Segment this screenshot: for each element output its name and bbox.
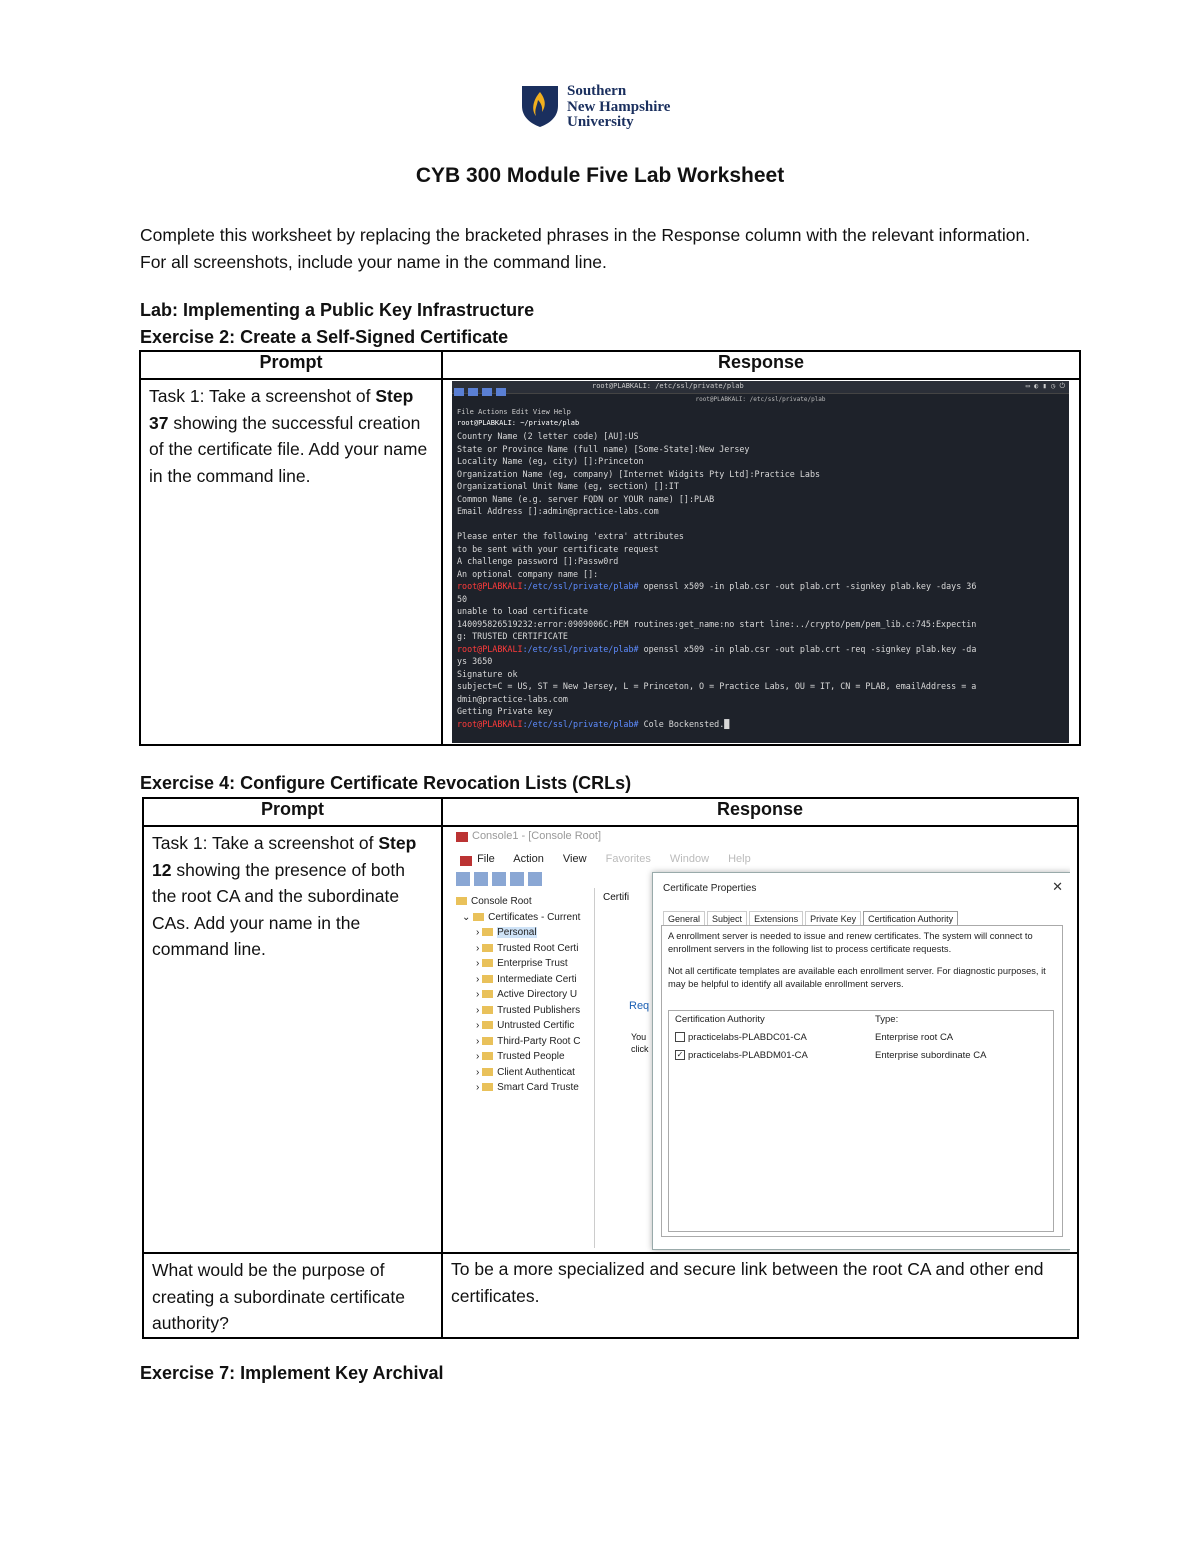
ca-row[interactable]: practicelabs-PLABDC01-CA Enterprise root CA <box>669 1029 1053 1047</box>
exercise7-heading: Exercise 7: Implement Key Archival <box>140 1363 444 1383</box>
logo-line-3: University <box>567 114 634 130</box>
folder-icon <box>482 1021 493 1029</box>
menu-favorites[interactable]: Favorites <box>605 853 651 865</box>
folder-icon <box>482 1083 493 1091</box>
snhu-logo <box>520 84 690 132</box>
mmc-screenshot-cell <box>442 826 1078 1253</box>
logo-wordmark <box>567 84 670 131</box>
folder-icon <box>482 1052 493 1060</box>
dialog-paragraph-2: Not all certificate templates are available each enrollment server. For diagnostic purposes, it may be helpful to identify all available enrollment servers. <box>668 966 1046 989</box>
tree-item[interactable]: ⌄ Certificates - Current <box>462 911 581 923</box>
mid-label: Req <box>629 1000 650 1012</box>
forward-icon[interactable] <box>474 872 488 886</box>
back-icon[interactable] <box>456 872 470 886</box>
shield-flame-icon <box>520 84 560 128</box>
browser-icon <box>482 388 492 396</box>
ca-row[interactable]: ✓ practicelabs-PLABDM01-CA Enterprise subordinate CA <box>676 1050 987 1061</box>
terminal-tab: root@PLABKALI: ~/private/plab <box>457 419 580 427</box>
menu-window[interactable]: Window <box>669 853 710 865</box>
show-tree-icon[interactable] <box>492 872 506 886</box>
checkbox-unchecked[interactable] <box>675 1032 685 1042</box>
lab-heading: Lab: Implementing a Public Key Infrastructure <box>140 300 535 320</box>
task-step: Step 12 <box>152 833 417 880</box>
help-icon[interactable] <box>528 872 542 886</box>
task-prompt-cell <box>140 379 442 745</box>
menu-action[interactable]: Action <box>513 853 544 865</box>
tree-item[interactable]: Console Root <box>456 894 580 910</box>
close-icon[interactable]: ✕ <box>1052 879 1063 894</box>
ca-list <box>668 1010 1054 1232</box>
exercise4-table <box>142 797 1079 1339</box>
folder-icon <box>482 1006 493 1014</box>
logo-line-2: New Hampshire <box>567 98 671 115</box>
task-prefix: Task 1: Take a screenshot of <box>152 833 379 853</box>
tree-item[interactable]: › Enterprise Trust <box>476 958 568 969</box>
folder-icon <box>473 913 484 921</box>
terminal-output: Country Name (2 letter code) [AU]:US State or Province Name (full name) [Some-State]:New Jersey Locality Name (eg, city) []:Princeton Organization Name (eg, company) [Internet Widgits Pty Ltd]:Practice Labs Organizational Unit Name (eg, section) []:IT Common Name (e.g. server FQDN or YOUR name) []:PLAB Email Address []:admin@practice-labs.com Please enter the following 'extra' attributes to be sent with your certificate request A challenge password []:Passw0rd An optional company name []: root@PLABKALI:/etc/ssl/private/plab# openssl x509 -in plab.csr -out plab.crt -signkey plab.key -days 36 50 unable to load certificate 140095826519232:error:0909006C:PEM routines:get_name:no start line:../crypto/pem/pem_lib.c:745:Expectin g: TRUSTED CERTIFICATE root@PLABKALI:/etc/ssl/private/plab# openssl x509 -in plab.csr -out plab.crt -req -signkey plab.key -da ys 3650 Signature ok subject=C = US, ST = New Jersey, L = Princeton, O = Practice Labs, OU = IT, CN = PLAB, emailAddress = a dmin@practice-labs.com Getting Private key root@PLABKALI:/etc/ssl/private/plab# Cole Bockensted.█ <box>457 431 977 729</box>
kali-taskbar <box>452 381 1069 394</box>
response-header: Response <box>442 351 1080 379</box>
mmc-screenshot <box>452 828 1070 1252</box>
tree-item[interactable]: › Trusted Publishers <box>476 1004 581 1016</box>
menu-file[interactable]: File <box>477 853 495 865</box>
terminal-name-input[interactable]: Cole Bockensted. <box>638 718 725 729</box>
mmc-tree <box>456 894 580 1096</box>
document-title: CYB 300 Module Five Lab Worksheet <box>415 164 785 187</box>
terminal-window-title: root@PLABKALI: /etc/ssl/private/plab <box>695 396 826 403</box>
tab-certification-authority[interactable]: Certification Authority <box>863 911 958 926</box>
dialog-title: Certificate Properties <box>663 883 757 894</box>
terminal-screenshot <box>452 381 1069 743</box>
intro-paragraph: Complete this worksheet by replacing the bracketed phrases in the Response column with the relevant information. For all screenshots, include your name in the command line. <box>140 225 1031 272</box>
dialog-paragraph-1: A enrollment server is needed to issue and renew certificates. The system will connect to enrollment servers in the following list to process certificate requests. <box>668 931 1033 954</box>
tab-private-key[interactable]: Private Key <box>805 911 861 926</box>
terminal-screenshot-cell <box>442 379 1080 745</box>
tree-item[interactable]: › Trusted People <box>476 1051 565 1062</box>
menu-view[interactable]: View <box>562 853 587 865</box>
terminal-icon <box>496 388 506 396</box>
dialog-tabs <box>663 911 960 926</box>
col-type: Type: <box>875 1014 899 1025</box>
task-rest: showing the presence of both the root CA and the subordinate CAs. Add your name in the command line. <box>152 859 405 959</box>
folder-icon <box>482 928 493 936</box>
exercise4-heading: Exercise 4: Configure Certificate Revocation Lists (CRLs) <box>140 773 632 793</box>
prompt-header: Prompt <box>143 798 442 826</box>
files-icon <box>468 388 478 396</box>
ca-list-header <box>669 1011 1053 1029</box>
tree-item[interactable]: › Third-Party Root C <box>476 1035 581 1047</box>
checkbox-checked[interactable]: ✓ <box>676 1050 684 1060</box>
task-prompt-cell <box>143 826 442 1253</box>
tree-item[interactable]: › Untrusted Certific <box>476 1020 575 1031</box>
tree-item[interactable]: › Trusted Root Certi <box>476 942 579 954</box>
mmc-title: Console1 - [Console Root] <box>472 830 602 842</box>
tree-item[interactable]: › Personal <box>476 927 537 938</box>
mid-label: You <box>631 1032 647 1042</box>
tab-extensions[interactable]: Extensions <box>749 911 803 926</box>
mmc-middle-pane <box>594 888 655 1248</box>
folder-icon <box>456 897 467 905</box>
mid-label: Certifi <box>603 892 630 903</box>
taskbar-window-title: root@PLABKALI: /etc/ssl/private/plab <box>592 382 744 390</box>
prompt-header: Prompt <box>140 351 442 379</box>
task-step: Step 37 <box>149 386 414 433</box>
question-prompt-cell: What would be the purpose of creating a subordinate certificate authority? <box>143 1253 442 1338</box>
mmc-toolbar <box>456 872 586 890</box>
tree-item[interactable]: › Intermediate Certi <box>476 973 577 985</box>
tab-general[interactable]: General <box>663 911 705 926</box>
tree-item[interactable]: › Client Authenticat <box>476 1066 575 1078</box>
task-rest: showing the successful creation of the certificate file. Add your name in the command line. <box>149 412 428 486</box>
folder-icon <box>482 959 493 967</box>
tree-item[interactable]: › Active Directory U <box>476 989 578 1000</box>
console-icon <box>456 832 468 842</box>
folder-icon <box>482 944 493 952</box>
dialog-panel <box>661 925 1063 1237</box>
folder-icon <box>482 1037 493 1045</box>
mmc-app-icon <box>460 856 472 866</box>
question-response-cell[interactable]: To be a more specialized and secure link between the root CA and other end certificates. <box>442 1253 1078 1338</box>
mid-label: click <box>631 1044 649 1054</box>
mmc-menubar <box>452 852 1070 865</box>
logo-line-1: Southern <box>567 83 627 99</box>
exercise2-heading: Exercise 2: Create a Self-Signed Certificate <box>140 327 509 347</box>
tree-item[interactable]: › Smart Card Truste <box>476 1082 579 1093</box>
export-icon[interactable] <box>510 872 524 886</box>
tab-subject[interactable]: Subject <box>707 911 747 926</box>
task-prefix: Task 1: Take a screenshot of <box>149 386 376 406</box>
response-header: Response <box>442 798 1078 826</box>
col-ca: Certification Authority <box>675 1014 765 1025</box>
folder-icon <box>482 975 493 983</box>
exercise2-table <box>139 350 1081 746</box>
tray-icons: ▭ ◐ ▮ ◷ ⏻ <box>1025 382 1065 390</box>
certificate-properties-dialog <box>652 872 1070 1250</box>
menu-help[interactable]: Help <box>728 853 751 865</box>
terminal-menu: File Actions Edit View Help <box>457 408 571 416</box>
folder-icon <box>482 990 493 998</box>
kali-menu-icon <box>454 388 464 396</box>
folder-icon <box>482 1068 493 1076</box>
